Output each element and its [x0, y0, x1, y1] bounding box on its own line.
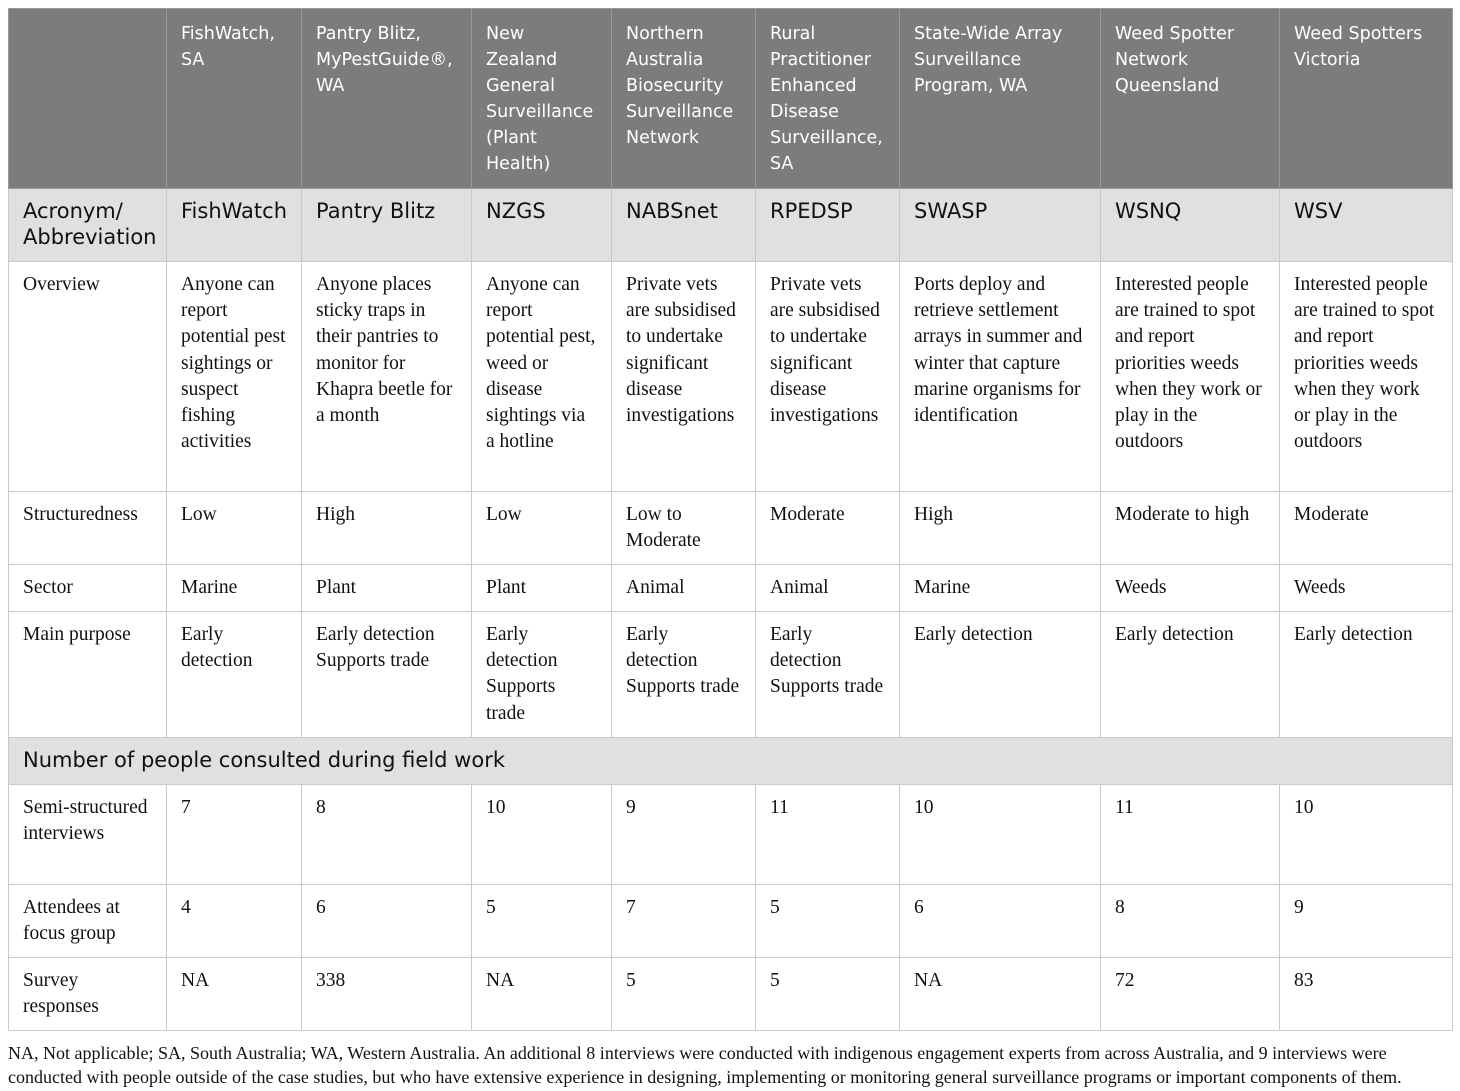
header-cell-empty — [9, 9, 167, 189]
table-cell: Early detection — [1280, 612, 1453, 738]
table-cell: NABSnet — [612, 189, 756, 262]
table-cell: Low — [472, 492, 612, 565]
table-cell: NA — [900, 958, 1101, 1031]
table-cell: Animal — [756, 565, 900, 612]
table-cell: 10 — [1280, 785, 1453, 885]
table-cell: Weeds — [1280, 565, 1453, 612]
header-cell-rpedsp: Rural Practitioner Enhanced Disease Surveillance, SA — [756, 9, 900, 189]
table-cell: RPEDSP — [756, 189, 900, 262]
row-label: Semi-structured interviews — [9, 785, 167, 885]
row-label: Structuredness — [9, 492, 167, 565]
table-cell: Interested people are trained to spot and report priorities weeds when they work or play in the outdoors — [1101, 262, 1280, 492]
table-cell: Interested people are trained to spot and report priorities weeds when they work or play in the outdoors — [1280, 262, 1453, 492]
table-cell: 10 — [472, 785, 612, 885]
table-cell: Early detection — [900, 612, 1101, 738]
table-cell: NZGS — [472, 189, 612, 262]
header-cell-nzgs: New Zealand General Surveillance (Plant Health) — [472, 9, 612, 189]
table-footnote: NA, Not applicable; SA, South Australia; WA, Western Australia. An additional 8 interviews were conducted with indigenous engagement experts from across Australia, and 9 interviews were conducted with people outside of the case studies, but who have extensive experience in designing, implementing or monitoring general surveillance programs or important components of them. — [8, 1043, 1402, 1087]
table-cell: Animal — [612, 565, 756, 612]
header-cell-pantry-blitz: Pantry Blitz, MyPestGuide®, WA — [302, 9, 472, 189]
table-cell: 7 — [612, 885, 756, 958]
table-cell: 11 — [1101, 785, 1280, 885]
table-row-survey-responses — [9, 958, 1453, 1031]
table-row-structuredness — [9, 492, 1453, 565]
table-row-semi-structured-interviews — [9, 785, 1453, 885]
table-cell: Early detection Supports trade — [756, 612, 900, 738]
row-label: Sector — [9, 565, 167, 612]
table-cell: WSNQ — [1101, 189, 1280, 262]
table-cell: High — [900, 492, 1101, 565]
table-cell: NA — [167, 958, 302, 1031]
header-cell-nabsnet: Northern Australia Biosecurity Surveillance Network — [612, 9, 756, 189]
table-cell: 338 — [302, 958, 472, 1031]
table-cell: 10 — [900, 785, 1101, 885]
table-row-acronym — [9, 189, 1453, 262]
table-cell: Early detection — [167, 612, 302, 738]
table-cell: 8 — [1101, 885, 1280, 958]
table-cell: FishWatch — [167, 189, 302, 262]
table-cell: 5 — [472, 885, 612, 958]
table-cell: 9 — [1280, 885, 1453, 958]
table-row-sector — [9, 565, 1453, 612]
table-cell: Early detection Supports trade — [302, 612, 472, 738]
table-row-focus-group — [9, 885, 1453, 958]
table-cell: 9 — [612, 785, 756, 885]
table-cell: Early detection Supports trade — [472, 612, 612, 738]
table-cell: 5 — [756, 885, 900, 958]
row-label: Overview — [9, 262, 167, 492]
table-cell: Plant — [472, 565, 612, 612]
table-cell: 6 — [900, 885, 1101, 958]
row-label: Attendees at focus group — [9, 885, 167, 958]
table-cell: Low — [167, 492, 302, 565]
table-cell: SWASP — [900, 189, 1101, 262]
table-cell: Low to Moderate — [612, 492, 756, 565]
table-cell: Marine — [167, 565, 302, 612]
table-section-header — [9, 738, 1453, 785]
table-cell: Anyone can report potential pest sightings or suspect fishing activities — [167, 262, 302, 492]
table-row-main-purpose — [9, 612, 1453, 738]
table-cell: Moderate — [1280, 492, 1453, 565]
table-cell: Anyone can report potential pest, weed or disease sightings via a hotline — [472, 262, 612, 492]
table-cell: 72 — [1101, 958, 1280, 1031]
table-cell: Ports deploy and retrieve settlement arrays in summer and winter that capture marine organisms for identification — [900, 262, 1101, 492]
table-cell: Early detection — [1101, 612, 1280, 738]
row-label: Survey responses — [9, 958, 167, 1031]
table-cell: NA — [472, 958, 612, 1031]
table-cell: Private vets are subsidised to undertake significant disease investigations — [756, 262, 900, 492]
header-cell-wsnq: Weed Spotter Network Queensland — [1101, 9, 1280, 189]
table-cell: Private vets are subsidised to undertake significant disease investigations — [612, 262, 756, 492]
table-cell: High — [302, 492, 472, 565]
row-label: Main purpose — [9, 612, 167, 738]
table-cell: Moderate — [756, 492, 900, 565]
header-cell-wsv: Weed Spotters Victoria — [1280, 9, 1453, 189]
table-cell: 11 — [756, 785, 900, 885]
header-cell-fishwatch: FishWatch, SA — [167, 9, 302, 189]
header-cell-swasp: State-Wide Array Surveillance Program, WA — [900, 9, 1101, 189]
table-cell: 5 — [612, 958, 756, 1031]
table-cell: Pantry Blitz — [302, 189, 472, 262]
table-figure — [8, 8, 1452, 1089]
table-cell: Anyone places sticky traps in their pantries to monitor for Khapra beetle for a month — [302, 262, 472, 492]
table-cell: Plant — [302, 565, 472, 612]
table-cell: Marine — [900, 565, 1101, 612]
table-cell: 8 — [302, 785, 472, 885]
row-label: Acronym/ Abbreviation — [9, 189, 167, 262]
table-row-overview — [9, 262, 1453, 492]
table-cell: 6 — [302, 885, 472, 958]
case-study-table — [8, 8, 1453, 1031]
table-cell: 5 — [756, 958, 900, 1031]
table-cell: WSV — [1280, 189, 1453, 262]
table-cell: Early detection Supports trade — [612, 612, 756, 738]
table-cell: 4 — [167, 885, 302, 958]
section-title: Number of people consulted during field work — [9, 738, 1453, 785]
table-cell: 7 — [167, 785, 302, 885]
header-row — [9, 9, 1453, 189]
table-cell: Weeds — [1101, 565, 1280, 612]
table-cell: Moderate to high — [1101, 492, 1280, 565]
table-cell: 83 — [1280, 958, 1453, 1031]
